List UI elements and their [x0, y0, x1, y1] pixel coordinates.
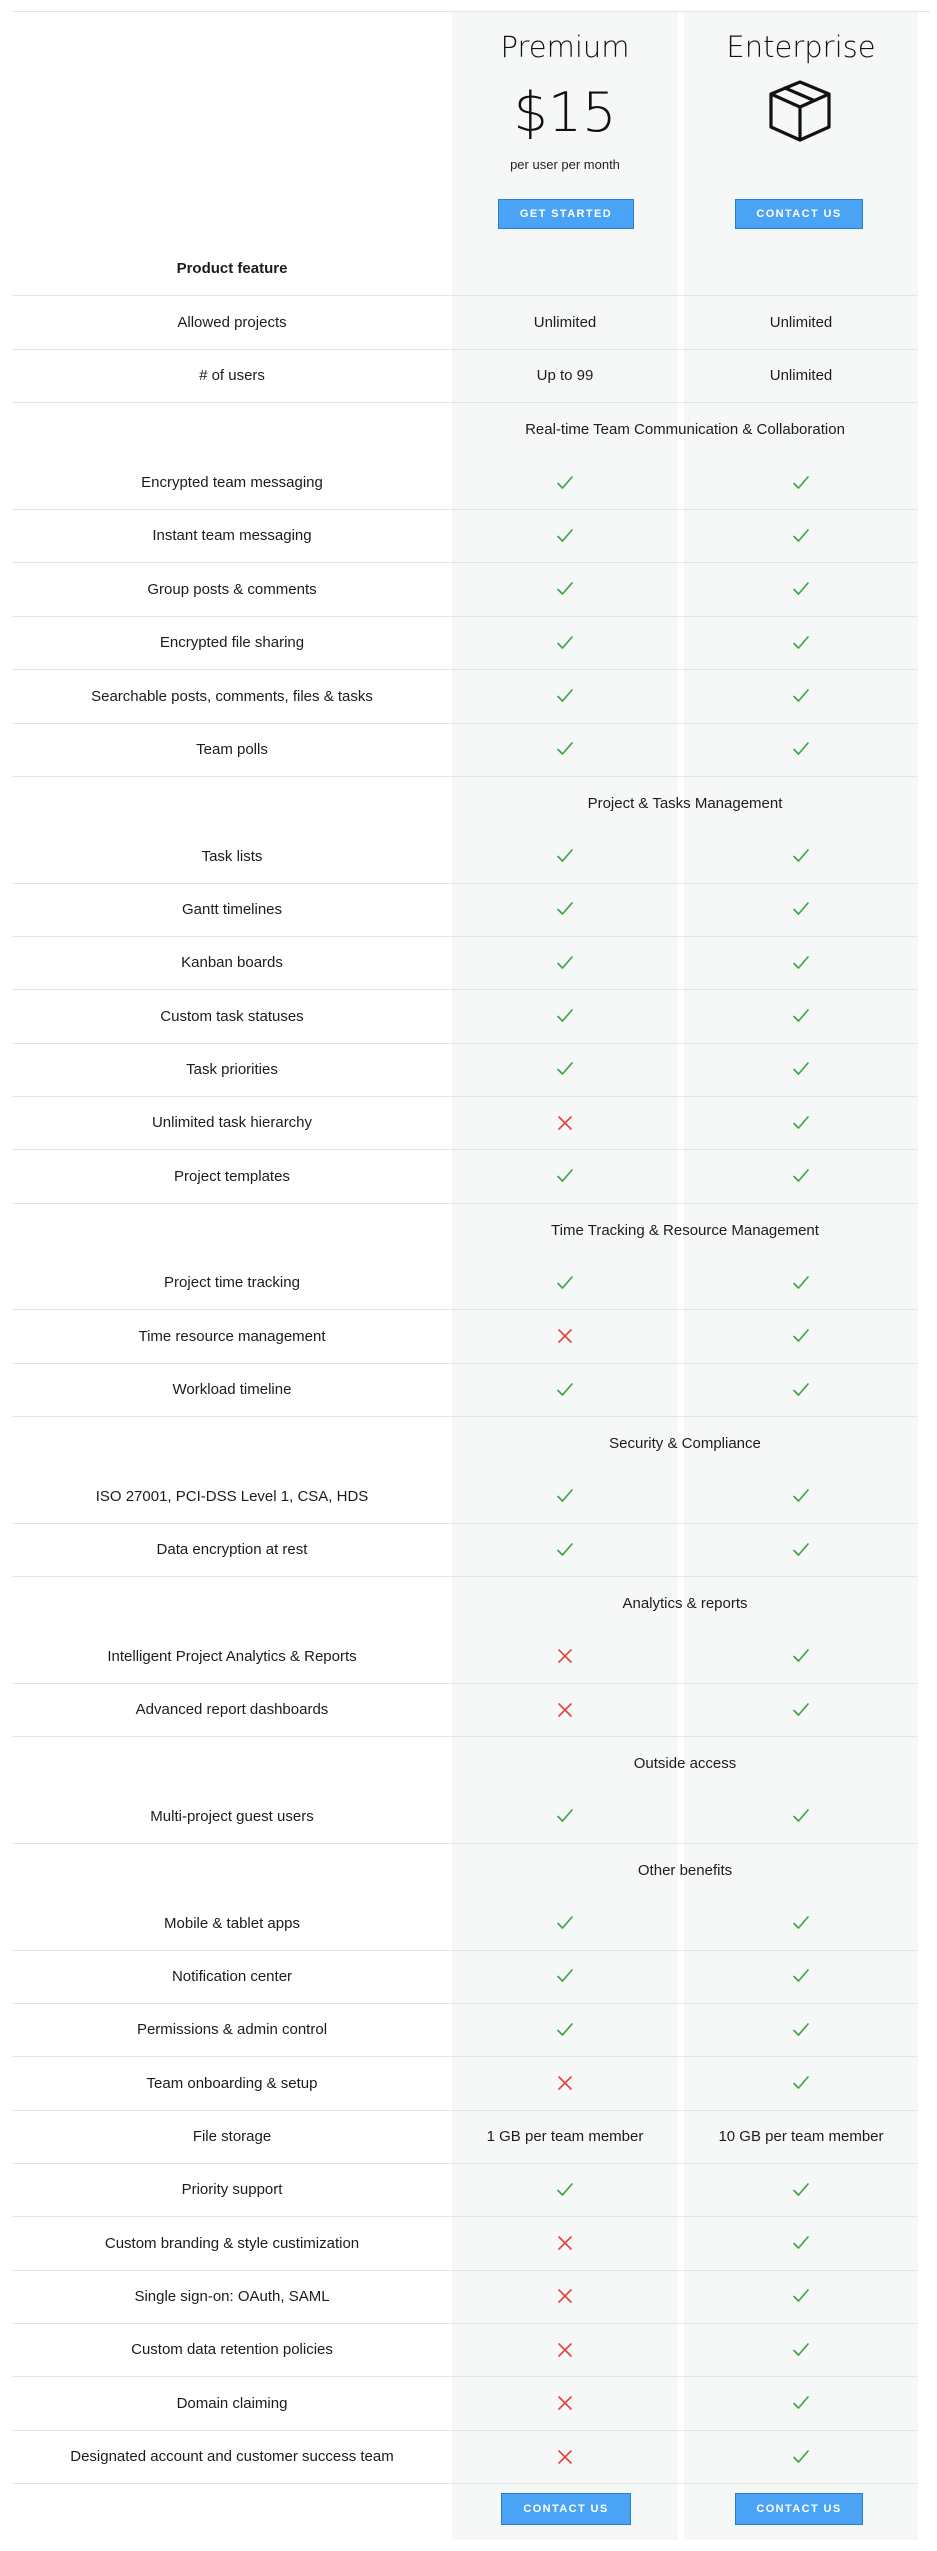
- table-row: [12, 1523, 918, 1577]
- table-row: [12, 670, 918, 724]
- table-row: [12, 1683, 918, 1737]
- enterprise-check-icon: [684, 1897, 918, 1950]
- table-row: [12, 1470, 918, 1524]
- table-row: [12, 563, 918, 617]
- feature-label: Custom data retention policies: [131, 2341, 333, 2359]
- premium-check-icon: [452, 1897, 678, 1950]
- premium-check-icon: [452, 1363, 678, 1416]
- enterprise-check-icon: [684, 1683, 918, 1736]
- table-row: [12, 1363, 918, 1417]
- premium-check-icon: [452, 936, 678, 989]
- table-row: [12, 1310, 918, 1364]
- table-row: [12, 1096, 918, 1150]
- premium-value: 1 GB per team member: [486, 2127, 644, 2145]
- premium-cross-icon: [452, 2377, 678, 2430]
- feature-label: Intelligent Project Analytics & Reports: [107, 1647, 357, 1665]
- section-header-row: [12, 403, 918, 457]
- enterprise-check-icon: [684, 830, 918, 883]
- premium-check-icon: [452, 2163, 678, 2216]
- feature-label: Custom branding & style custimization: [104, 2234, 360, 2252]
- enterprise-check-icon: [684, 509, 918, 562]
- enterprise-check-icon: [684, 670, 918, 723]
- premium-cross-icon: [452, 1683, 678, 1736]
- enterprise-value: Unlimited: [769, 367, 833, 385]
- premium-check-icon: [452, 456, 678, 509]
- premium-cross-icon: [452, 2057, 678, 2110]
- table-row: [12, 1897, 918, 1951]
- enterprise-check-icon: [684, 1470, 918, 1523]
- table-row: [12, 456, 918, 510]
- premium-check-icon: [452, 1470, 678, 1523]
- premium-check-icon: [452, 1950, 678, 2003]
- section-header-row: [12, 1576, 918, 1630]
- feature-label: Single sign-on: OAuth, SAML: [134, 2287, 330, 2305]
- feature-label: Custom task statuses: [160, 1007, 304, 1025]
- feature-label: Unlimited task hierarchy: [151, 1114, 313, 1132]
- table-row: [12, 1150, 918, 1204]
- enterprise-check-icon: [684, 2003, 918, 2056]
- enterprise-check-icon: [684, 723, 918, 776]
- premium-cross-icon: [452, 1096, 678, 1149]
- table-row: [12, 2377, 918, 2431]
- table-row: [12, 883, 918, 937]
- section-title: Real-time Team Communication & Collaboration: [525, 421, 845, 439]
- feature-label: Multi-project guest users: [150, 1807, 314, 1825]
- enterprise-check-icon: [684, 990, 918, 1043]
- premium-price-unit: per user per month: [510, 157, 620, 172]
- premium-check-icon: [452, 1256, 678, 1309]
- enterprise-check-icon: [684, 2430, 918, 2483]
- enterprise-check-icon: [684, 456, 918, 509]
- feature-label: Project templates: [174, 1167, 290, 1185]
- section-header-row: [12, 776, 918, 830]
- section-header-row: [12, 1843, 918, 1897]
- table-row: [12, 2323, 918, 2377]
- feature-label: Permissions & admin control: [136, 2021, 328, 2039]
- premium-value: Unlimited: [533, 314, 597, 331]
- feature-label: Encrypted file sharing: [159, 634, 305, 652]
- premium-check-icon: [452, 616, 678, 669]
- table-row: [12, 2003, 918, 2057]
- section-title: Analytics & reports: [622, 1594, 748, 1612]
- premium-value: Up to 99: [536, 367, 594, 385]
- feature-label: Task lists: [201, 847, 263, 865]
- premium-cross-icon: [452, 2270, 678, 2323]
- table-row: [12, 2057, 918, 2111]
- enterprise-check-icon: [684, 1150, 918, 1203]
- table-row: [12, 723, 918, 777]
- table-row: [12, 1630, 918, 1684]
- feature-label: Priority support: [181, 2181, 283, 2199]
- feature-label: Team onboarding & setup: [146, 2074, 318, 2092]
- enterprise-check-icon: [684, 2323, 918, 2376]
- enterprise-value: 10 GB per team member: [718, 2127, 884, 2145]
- premium-check-icon: [452, 1523, 678, 1576]
- enterprise-check-icon: [684, 1096, 918, 1149]
- premium-check-icon: [452, 509, 678, 562]
- section-title: Outside access: [633, 1755, 737, 1772]
- premium-check-icon: [452, 1150, 678, 1203]
- feature-label: Mobile & tablet apps: [164, 1914, 300, 1932]
- table-row: [12, 1950, 918, 2004]
- table-row: [12, 2270, 918, 2324]
- table-row: [12, 1790, 918, 1844]
- enterprise-check-icon: [684, 1950, 918, 2003]
- premium-cross-icon: [452, 1630, 678, 1683]
- top-divider: [12, 11, 930, 12]
- feature-label: Gantt timelines: [181, 900, 283, 918]
- feature-label: ISO 27001, PCI-DSS Level 1, CSA, HDS: [95, 1487, 369, 1505]
- premium-price: $15: [513, 81, 617, 144]
- feature-label: Notification center: [171, 1967, 293, 1985]
- feature-label: Kanban boards: [181, 954, 283, 972]
- feature-label: Workload timeline: [172, 1381, 292, 1398]
- table-row: [12, 296, 918, 350]
- feature-label: Team polls: [196, 740, 268, 758]
- enterprise-check-icon: [684, 936, 918, 989]
- table-row: [12, 2430, 918, 2484]
- feature-label: Task priorities: [186, 1060, 278, 1078]
- feature-label: # of users: [199, 367, 265, 385]
- premium-check-icon: [452, 1790, 678, 1843]
- section-title: Time Tracking & Resource Management: [551, 1221, 819, 1239]
- premium-check-icon: [452, 990, 678, 1043]
- section-title: Other benefits: [637, 1861, 733, 1879]
- feature-label: Allowed projects: [177, 314, 287, 331]
- table-row: [12, 509, 918, 563]
- section-title: Project & Tasks Management: [587, 794, 783, 812]
- table-row: [12, 1043, 918, 1097]
- enterprise-check-icon: [684, 883, 918, 936]
- feature-label: Domain claiming: [176, 2394, 288, 2412]
- table-row: [12, 349, 918, 403]
- premium-cross-icon: [452, 2430, 678, 2483]
- table-row: [12, 830, 918, 884]
- table-row: [12, 990, 918, 1044]
- enterprise-check-icon: [684, 1043, 918, 1096]
- enterprise-check-icon: [684, 1790, 918, 1843]
- enterprise-check-icon: [684, 2217, 918, 2270]
- table-row: [12, 616, 918, 670]
- enterprise-check-icon: [684, 2163, 918, 2216]
- enterprise-check-icon: [684, 2270, 918, 2323]
- table-row: [12, 936, 918, 990]
- section-title: Security & Compliance: [609, 1434, 761, 1452]
- premium-check-icon: [452, 1043, 678, 1096]
- table-row: [12, 2217, 918, 2271]
- enterprise-check-icon: [684, 616, 918, 669]
- premium-check-icon: [452, 723, 678, 776]
- premium-plan-name: Premium: [500, 30, 630, 64]
- enterprise-check-icon: [684, 1363, 918, 1416]
- enterprise-check-icon: [684, 1630, 918, 1683]
- feature-label: Advanced report dashboards: [135, 1701, 329, 1719]
- feature-label: Searchable posts, comments, files & tasks: [91, 687, 373, 705]
- premium-cross-icon: [452, 2323, 678, 2376]
- enterprise-check-icon: [684, 2057, 918, 2110]
- feature-label: Group posts & comments: [147, 580, 317, 598]
- enterprise-check-icon: [684, 1523, 918, 1576]
- table-row: [12, 1256, 918, 1310]
- premium-cross-icon: [452, 1310, 678, 1363]
- feature-label: File storage: [192, 2127, 272, 2145]
- feature-label: Encrypted team messaging: [141, 474, 323, 492]
- enterprise-check-icon: [684, 1310, 918, 1363]
- product-feature-header: Product feature: [176, 260, 288, 277]
- enterprise-check-icon: [684, 1256, 918, 1309]
- feature-label: Instant team messaging: [152, 527, 312, 545]
- feature-label: Project time tracking: [164, 1274, 300, 1292]
- section-header-row: [12, 1203, 918, 1257]
- enterprise-plan-name: Enterprise: [726, 30, 876, 64]
- enterprise-check-icon: [684, 563, 918, 616]
- premium-check-icon: [452, 883, 678, 936]
- enterprise-value: Unlimited: [769, 314, 833, 331]
- table-header-row: [12, 242, 918, 296]
- contact-us-button-premium[interactable]: CONTACT US: [501, 2493, 631, 2525]
- section-header-row: [12, 1737, 918, 1791]
- feature-label: Time resource management: [138, 1327, 326, 1345]
- section-header-row: [12, 1416, 918, 1470]
- contact-us-button-enterprise[interactable]: CONTACT US: [735, 2493, 863, 2525]
- feature-label: Designated account and customer success team: [70, 2448, 394, 2465]
- table-row: [12, 2110, 918, 2164]
- box-icon: [765, 78, 835, 144]
- table-row: [12, 2163, 918, 2217]
- premium-cross-icon: [452, 2217, 678, 2270]
- enterprise-check-icon: [684, 2377, 918, 2430]
- premium-check-icon: [452, 2003, 678, 2056]
- feature-label: Data encryption at rest: [156, 1541, 308, 1558]
- get-started-button[interactable]: GET STARTED: [498, 199, 634, 229]
- contact-us-button-top[interactable]: CONTACT US: [735, 199, 863, 229]
- premium-check-icon: [452, 670, 678, 723]
- premium-check-icon: [452, 563, 678, 616]
- premium-check-icon: [452, 830, 678, 883]
